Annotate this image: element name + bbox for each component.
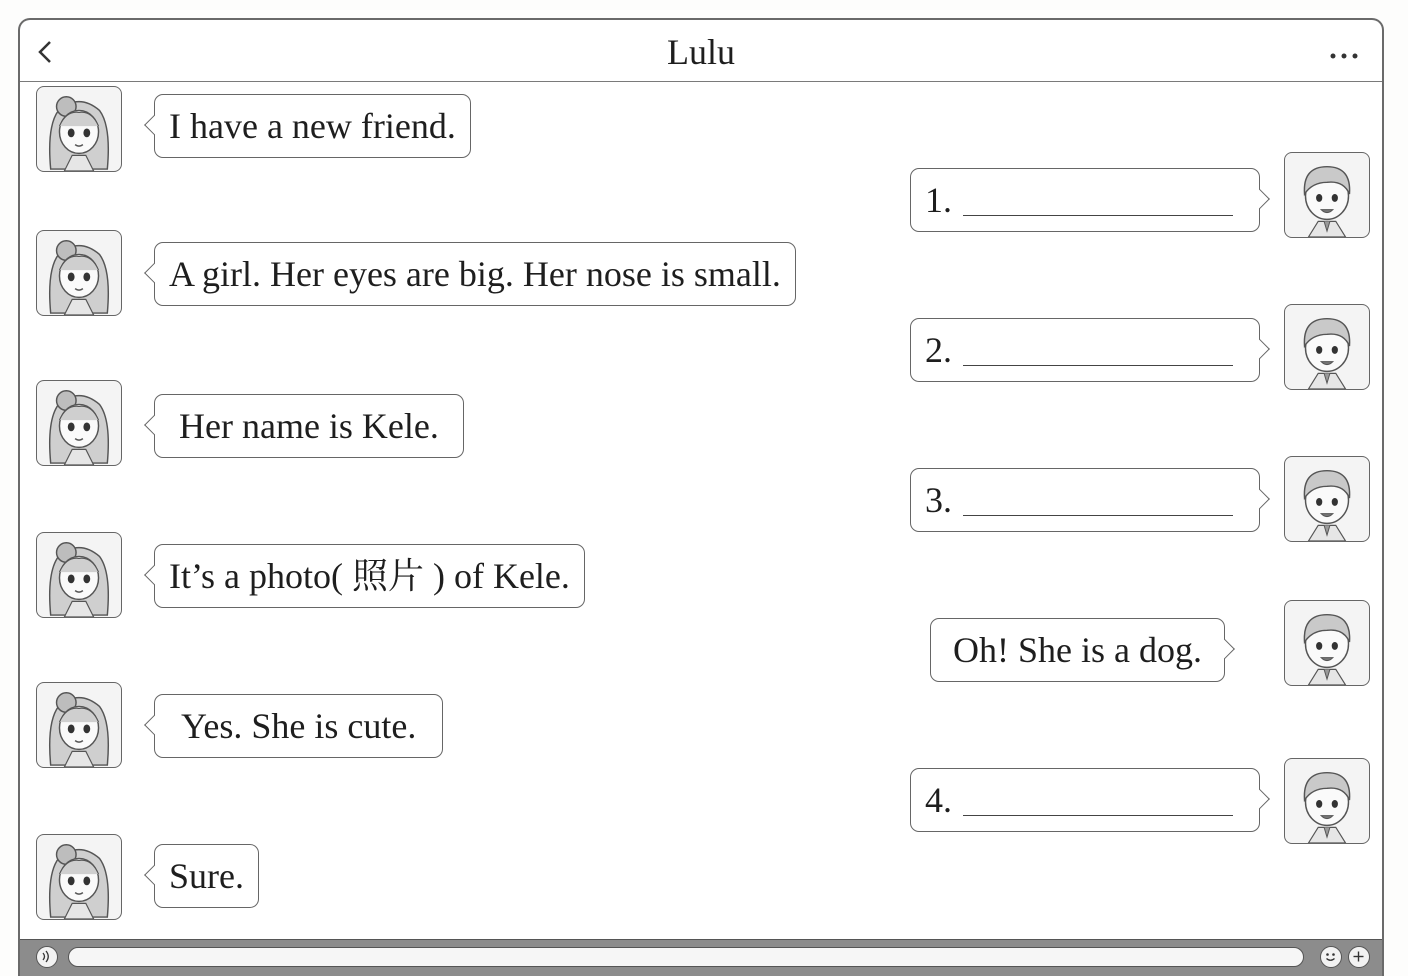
girl-face-icon bbox=[37, 87, 121, 171]
girl-face-icon bbox=[37, 683, 121, 767]
chat-title: Lulu bbox=[667, 32, 735, 72]
girl-avatar bbox=[36, 682, 122, 768]
boy-avatar bbox=[1284, 152, 1370, 238]
message-bubble-right bbox=[930, 618, 1225, 682]
girl-face-icon bbox=[37, 533, 121, 617]
voice-button[interactable] bbox=[36, 946, 58, 968]
answer-bubble-4 bbox=[910, 768, 1260, 832]
girl-avatar bbox=[36, 230, 122, 316]
chat-header bbox=[20, 20, 1382, 82]
girl-face-icon bbox=[37, 381, 121, 465]
message-text: A girl. Her eyes are big. Her nose is small. bbox=[169, 254, 781, 294]
message-text: I have a new friend. bbox=[169, 106, 456, 146]
boy-avatar bbox=[1284, 600, 1370, 686]
girl-face-icon bbox=[37, 231, 121, 315]
input-bar bbox=[20, 939, 1382, 976]
message-text: Oh! She is a dog. bbox=[953, 630, 1202, 670]
message-text: Her name is Kele. bbox=[179, 406, 439, 446]
emoji-icon bbox=[1321, 947, 1340, 966]
question-number: 4. bbox=[925, 780, 952, 820]
answer-blank[interactable] bbox=[963, 215, 1233, 216]
message-bubble-left bbox=[154, 844, 259, 908]
boy-avatar bbox=[1284, 456, 1370, 542]
girl-avatar bbox=[36, 532, 122, 618]
boy-face-icon bbox=[1285, 153, 1369, 237]
message-text: It’s a photo( 照片 ) of Kele. bbox=[169, 556, 570, 596]
message-bubble-left bbox=[154, 694, 443, 758]
chat-window bbox=[18, 18, 1384, 976]
answer-blank[interactable] bbox=[963, 515, 1233, 516]
message-bubble-left bbox=[154, 242, 796, 306]
answer-bubble-1 bbox=[910, 168, 1260, 232]
boy-face-icon bbox=[1285, 601, 1369, 685]
message-bubble-left bbox=[154, 544, 585, 608]
emoji-button[interactable] bbox=[1320, 946, 1342, 968]
answer-blank[interactable] bbox=[963, 815, 1233, 816]
plus-icon bbox=[1349, 947, 1368, 966]
more-button[interactable] bbox=[1328, 48, 1360, 58]
girl-avatar bbox=[36, 380, 122, 466]
answer-bubble-2 bbox=[910, 318, 1260, 382]
girl-avatar bbox=[36, 834, 122, 920]
boy-avatar bbox=[1284, 758, 1370, 844]
message-text: Yes. She is cute. bbox=[181, 706, 417, 746]
girl-face-icon bbox=[37, 835, 121, 919]
voice-icon bbox=[37, 947, 56, 966]
answer-blank[interactable] bbox=[963, 365, 1233, 366]
girl-avatar bbox=[36, 86, 122, 172]
boy-face-icon bbox=[1285, 305, 1369, 389]
question-number: 2. bbox=[925, 330, 952, 370]
message-input[interactable] bbox=[68, 947, 1304, 967]
message-bubble-left bbox=[154, 94, 471, 158]
message-bubble-left bbox=[154, 394, 464, 458]
boy-face-icon bbox=[1285, 759, 1369, 843]
plus-button[interactable] bbox=[1348, 946, 1370, 968]
more-dots-icon bbox=[1328, 51, 1360, 61]
boy-avatar bbox=[1284, 304, 1370, 390]
question-number: 3. bbox=[925, 480, 952, 520]
message-text: Sure. bbox=[169, 856, 244, 896]
answer-bubble-3 bbox=[910, 468, 1260, 532]
question-number: 1. bbox=[925, 180, 952, 220]
boy-face-icon bbox=[1285, 457, 1369, 541]
